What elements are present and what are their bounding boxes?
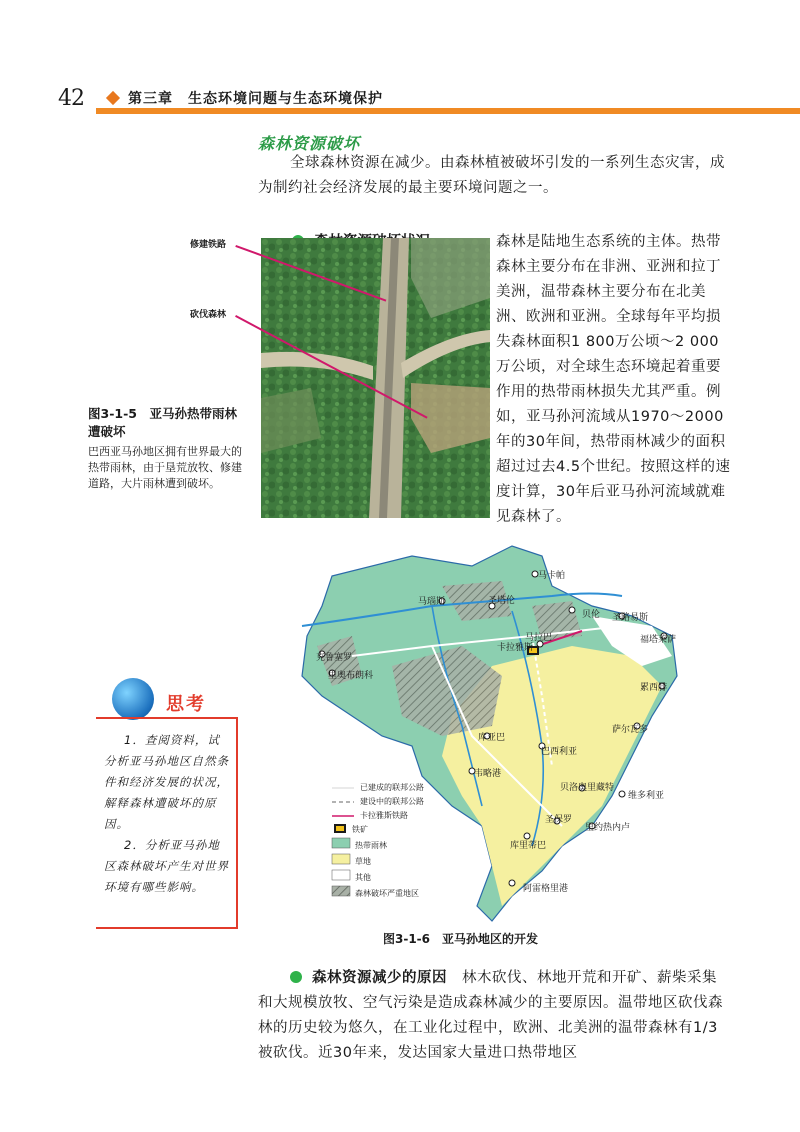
map-city-label: 马瑙斯 [418,597,446,607]
map-city-label: 库里蒂巴 [510,841,547,851]
legend-grassland: 草地 [355,857,371,866]
map-city-label: 福塔莱萨 [640,635,677,645]
map-city-label: 克鲁塞罗 [316,653,353,663]
globe-icon [112,678,154,720]
legend-destroyed: 森林破坏严重地区 [355,889,419,898]
bullet-dot-icon [290,971,302,983]
think-questions [104,730,230,898]
legend-iron: 铁矿 [352,825,368,834]
map-city-label: 圣塔伦 [488,596,516,606]
legend-railway: 卡拉雅斯铁路 [360,811,408,820]
map-city-label: 马卡帕 [538,571,566,581]
think-question-2: 2．分析亚马孙地区森林破坏产生对世界环境有哪些影响。 [104,838,229,894]
think-title: 思考 [166,694,206,715]
photo-label-road: 修建铁路 [190,240,227,250]
page-number: 42 [58,86,84,111]
legend-planned-road: 建设中的联邦公路 [360,797,424,806]
map-city-label: 累西腓 [640,683,668,693]
map-city-label: 贝洛奥里藏特 [560,783,615,793]
map-city-label: 巴西利亚 [541,747,578,757]
map-city-label: 贝伦 [582,610,601,620]
section-title: 森林资源破坏 [258,134,361,153]
think-border-bottom [96,927,238,929]
rainforest-photo [261,238,490,518]
figure-3-1-6-caption: 图3-1-6 亚马孙地区的开发 [383,932,539,946]
think-border-side [236,717,238,929]
map-city-label: 马拉巴 [525,633,553,643]
think-question-1: 1．查阅资料，试分析亚马孙地区自然条件和经济发展的状况，解释森林遭破坏的原因。 [104,733,229,831]
map-city-label: 卡拉雅斯 [497,643,534,653]
status-paragraph: 森林是陆地生态系统的主体。热带森林主要分布在非洲、亚洲和拉丁美洲，温带森林主要分布在北美洲、欧洲和亚洲。全球每年平均损失森林面积1 800万公顷～2 000万公顷，对全球生态环境起着重要作用的热带雨林损失尤其严重。例如，亚马孙河流域从1970～2000年的30年间，热带雨林减少的面积超过过去4.5个世纪。按照这样的速度计算，30年后亚马孙河流域就难见森林了。 [496,234,731,525]
legend-built-road: 已建成的联邦公路 [360,783,424,792]
map-city-label: 维多利亚 [628,791,665,801]
figure-3-1-5-description: 巴西亚马孙地区拥有世界最大的热带雨林，由于垦荒放牧、修建道路，大片雨林遭到破坏。 [88,445,242,490]
map-city-label: 库亚巴 [478,733,506,743]
legend-rainforest: 热带雨林 [355,841,387,850]
map-city-label: 圣保罗 [545,815,573,825]
think-border-top [96,717,238,719]
map-city-label: 韦略港 [474,769,502,779]
intro-paragraph: 全球森林资源在减少。由森林植被破坏引发的一系列生态灾害，成为制约社会经济发展的最主要环境问题之一。 [258,155,725,196]
header-diamond-icon [106,91,120,105]
chapter-title: 第三章 生态环境问题与生态环境保护 [128,91,383,107]
legend-other: 其他 [355,873,371,882]
reason-paragraph: 森林资源减少的原因 林木砍伐、林地开荒和开矿、薪柴采集和大规模放牧、空气污染是造成森林减少的主要原因。温带地区砍伐森林的历史较为悠久，在工业化过程中，欧洲、北美洲的温带森林有1/3被砍伐。近30年来，发达国家大量进口热带地区 [258,970,723,1061]
map-city-label: 阿雷格里港 [523,884,569,894]
header-rule [96,108,800,114]
map-city-label: 圣路易斯 [612,613,649,623]
map-city-label: 萨尔瓦多 [612,725,649,735]
photo-label-forest: 砍伐森林 [190,310,227,320]
map-city-label: 里奥布朗科 [328,671,374,681]
map-city-label: 里约热内卢 [585,823,631,833]
figure-3-1-5-title: 图3-1-5 亚马孙热带雨林遭破坏 [88,406,237,439]
